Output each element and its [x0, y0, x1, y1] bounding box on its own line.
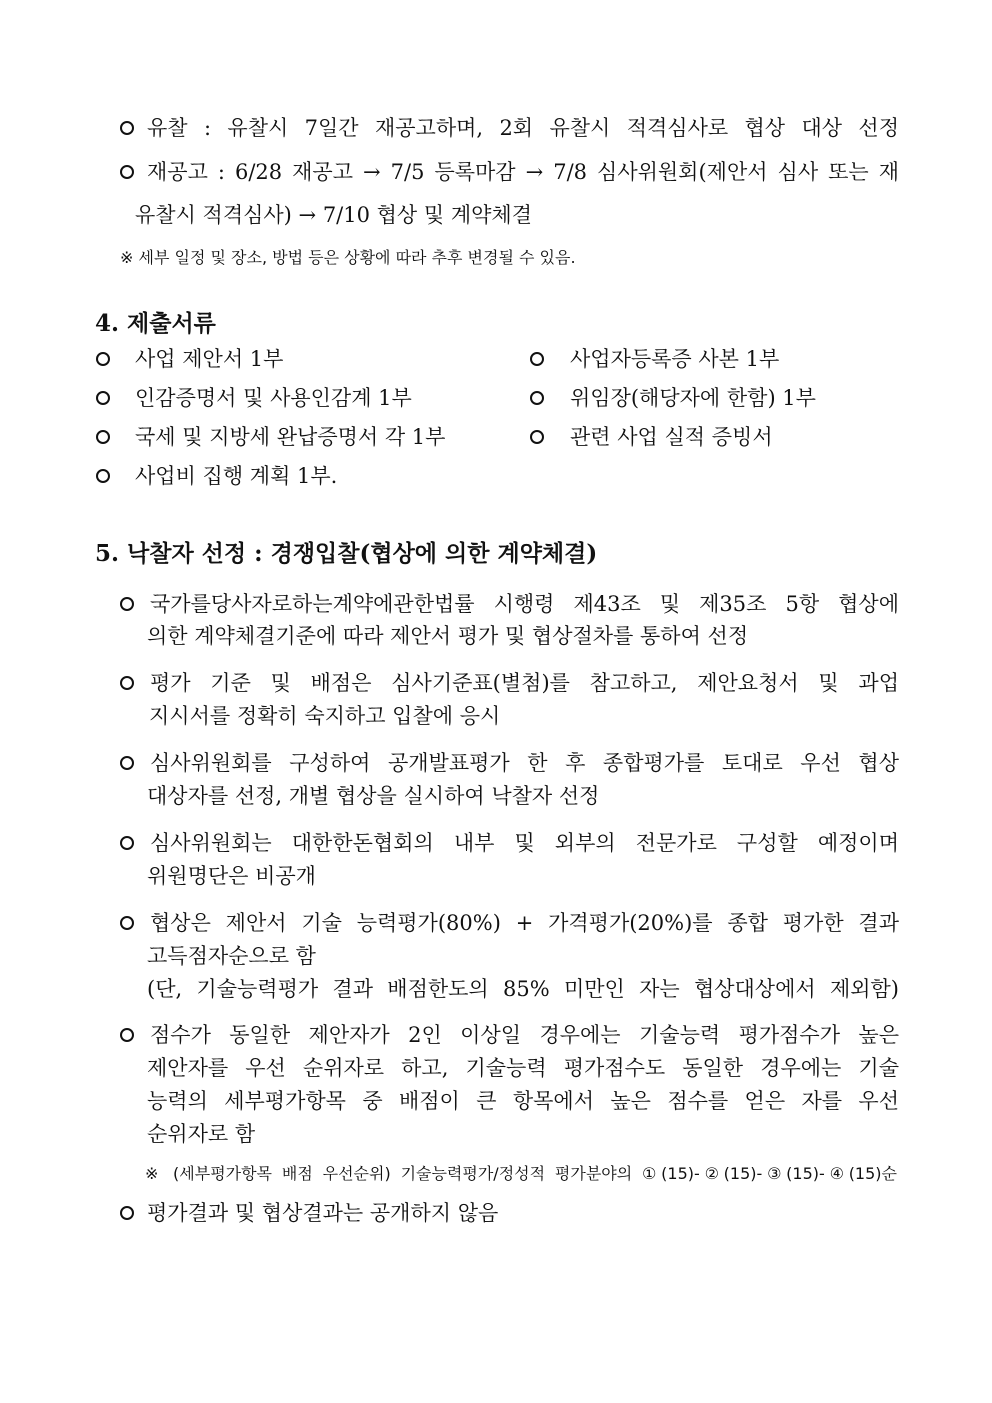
bid-fail-line: 유찰 : 유찰시 7일간 재공고하며, 2회 유찰시 적격심사로 협상 대상 선정 — [147, 116, 899, 140]
bullet-icon — [96, 469, 110, 483]
bullet-icon — [120, 1206, 134, 1220]
doc-item: 위임장(해당자에 한함) 1부 — [570, 386, 816, 410]
bullet-icon — [96, 430, 110, 444]
criteria-line: (단, 기술능력평가 결과 배점한도의 85% 미만인 자는 협상대상에서 제외함) — [147, 977, 899, 1001]
doc-item: 사업비 집행 계획 1부. — [135, 464, 338, 488]
priority-note: ※ (세부평가항목 배점 우선순위) 기술능력평가/정성적 평가분야의 ①(15)-②(15)-③(15)-④(15)순 — [145, 1164, 897, 1183]
criteria-line: 고득점자순으로 함 — [147, 944, 316, 968]
criteria-line: 의한 계약체결기준에 따라 제안서 평가 및 협상절차를 통하여 선정 — [147, 624, 749, 648]
bullet-icon — [530, 430, 544, 444]
criteria-line: 지시서를 정확히 숙지하고 입찰에 응시 — [149, 704, 501, 728]
bullet-icon — [120, 165, 134, 179]
criteria-line: 점수가 동일한 제안자가 2인 이상일 경우에는 기술능력 평가점수가 높은 — [150, 1023, 899, 1047]
rebid-line-1: 재공고 : 6/28 재공고 → 7/5 등록마감 → 7/8 심사위원회(제안서 심사 또는 재 — [147, 160, 899, 184]
criteria-line: 대상자를 선정, 개별 협상을 실시하여 낙찰자 선정 — [147, 784, 600, 808]
bullet-icon — [96, 352, 110, 366]
section-4-title: 4. 제출서류 — [95, 310, 216, 337]
doc-item: 사업 제안서 1부 — [135, 347, 284, 371]
criteria-line: 심사위원회는 대한한돈협회의 내부 및 외부의 전문가로 구성할 예정이며 — [150, 831, 899, 855]
doc-item: 사업자등록증 사본 1부 — [570, 347, 780, 371]
doc-item: 관련 사업 실적 증빙서 — [570, 425, 773, 449]
criteria-line: 평가결과 및 협상결과는 공개하지 않음 — [147, 1201, 499, 1225]
criteria-line: 평가 기준 및 배점은 심사기준표(별첨)를 참고하고, 제안요청서 및 과업 — [150, 671, 899, 695]
bullet-icon — [120, 836, 134, 850]
criteria-line: 위원명단은 비공개 — [147, 864, 316, 888]
criteria-line: 국가를당사자로하는계약에관한법률 시행령 제43조 및 제35조 5항 협상에 — [150, 592, 899, 616]
section-5-title: 5. 낙찰자 선정 : 경쟁입찰(협상에 의한 계약체결) — [95, 540, 598, 567]
bullet-icon — [96, 391, 110, 405]
bullet-icon — [120, 597, 134, 611]
bullet-icon — [120, 676, 134, 690]
bullet-icon — [530, 391, 544, 405]
criteria-line: 순위자로 함 — [147, 1122, 256, 1146]
rebid-line-2: 유찰시 적격심사) → 7/10 협상 및 계약체결 — [135, 203, 533, 227]
criteria-line: 제안자를 우선 순위자로 하고, 기술능력 평가점수도 동일한 경우에는 기술 — [147, 1056, 899, 1080]
criteria-line: 능력의 세부평가항목 중 배점이 큰 항목에서 높은 점수를 얻은 자를 우선 — [147, 1089, 899, 1113]
doc-item: 인감증명서 및 사용인감계 1부 — [135, 386, 412, 410]
bullet-icon — [530, 352, 544, 366]
doc-item: 국세 및 지방세 완납증명서 각 1부 — [135, 425, 446, 449]
bullet-icon — [120, 121, 134, 135]
criteria-line: 협상은 제안서 기술 능력평가(80%) + 가격평가(20%)를 종합 평가한 결과 — [150, 911, 899, 935]
bullet-icon — [120, 1028, 134, 1042]
criteria-line: 심사위원회를 구성하여 공개발표평가 한 후 종합평가를 토대로 우선 협상 — [150, 751, 899, 775]
schedule-note: ※ 세부 일정 및 장소, 방법 등은 상황에 따라 추후 변경될 수 있음. — [120, 248, 576, 267]
bullet-icon — [120, 916, 134, 930]
bullet-icon — [120, 756, 134, 770]
